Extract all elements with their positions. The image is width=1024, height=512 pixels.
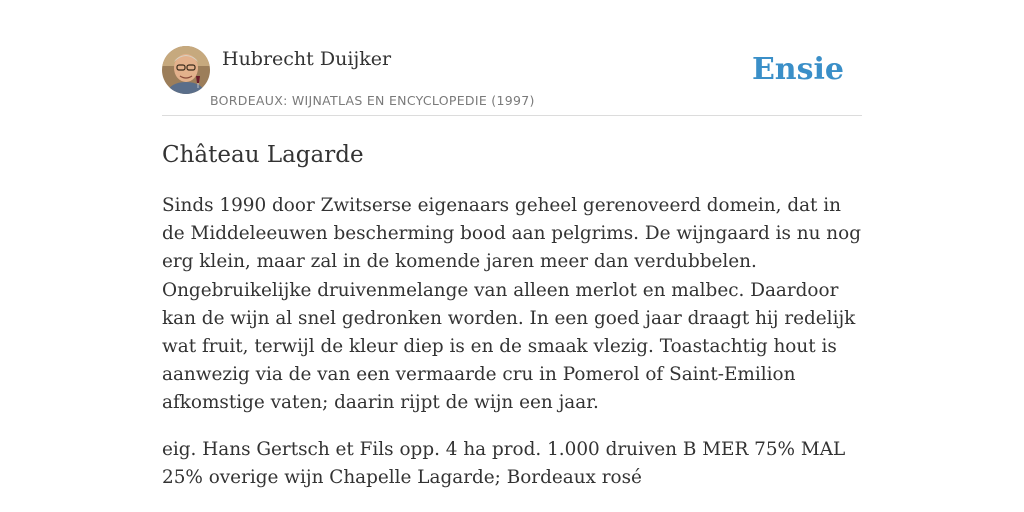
- entry-header: [162, 46, 862, 116]
- entry-title: Château Lagarde: [162, 142, 364, 168]
- author-name[interactable]: Hubrecht Duijker: [222, 48, 392, 70]
- entry-paragraph-description: Sinds 1990 door Zwitserse eigenaars geheel gerenoveerd domein, dat in de Middeleeuwen bescherming bood aan pelgrims. De wijngaard is nu nog erg klein, maar zal in de komende jaren meer dan verdubbelen. Ongebruikelijke druivenmelange van alleen merlot en malbec. Daardoor kan de wijn al snel gedronken worden. In een goed jaar draagt hij redelijk wat fruit, terwijl de kleur diep is en de smaak vlezig. Toastachtig hout is aanwezig via de van een vermaarde cru in Pomerol of Saint-Emilion afkomstige vaten; daarin rijpt de wijn een jaar.: [162, 195, 861, 414]
- source-title[interactable]: BORDEAUX: WIJNATLAS EN ENCYCLOPEDIE (1997): [210, 93, 535, 108]
- entry-paragraph-details: eig. Hans Gertsch et Fils opp. 4 ha prod. 1.000 druiven B MER 75% MAL 25% overige wijn Chapelle Lagarde; Bordeaux rosé: [162, 438, 846, 488]
- avatar-portrait-icon: [162, 46, 210, 94]
- author-avatar[interactable]: [162, 46, 210, 94]
- brand-logo[interactable]: Ensie: [751, 52, 844, 87]
- entry-body: [162, 192, 862, 510]
